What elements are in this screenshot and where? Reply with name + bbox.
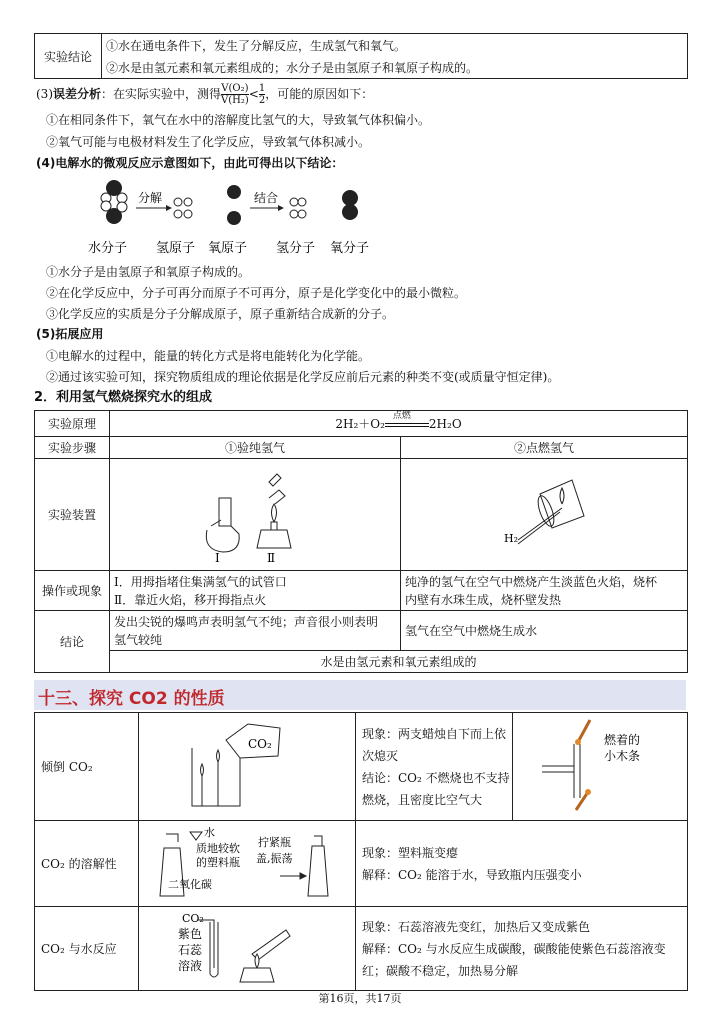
hydrogen-table — [34, 410, 688, 673]
oxygen-molecule-icon — [342, 190, 358, 220]
hydrogen-section-title: 2．利用氢气燃烧探究水的组成 — [34, 390, 213, 405]
co2-row-3-label: CO₂ 与水反应 — [35, 907, 139, 991]
side-label-2: 小木条 — [604, 749, 641, 763]
extension-item-2: ②通过该实验可知，探究物质组成的理论依据是化学反应前后元素的种类不变(或质量守恒定律)。 — [46, 370, 560, 384]
hydrogen-molecules-icon — [290, 198, 306, 218]
co2-section-title: 十三、探究 CO2 的性质 — [38, 689, 225, 709]
pour-co2-figure — [140, 714, 354, 816]
principle-equation: 2H₂＋O₂ 点燃 2H₂O — [110, 411, 688, 437]
burning-hydrogen-figure — [402, 460, 686, 566]
co2-section-header — [34, 680, 686, 710]
device-burning — [401, 459, 688, 571]
less-than: < — [248, 87, 259, 101]
label-oxygen-molecule: 氧分子 — [330, 241, 370, 256]
purity-test-figure — [111, 460, 399, 566]
steps-label: 实验步骤 — [35, 437, 110, 459]
principle-label: 实验原理 — [35, 411, 110, 437]
arrow-label-1: 分解 — [138, 191, 163, 205]
conclusion-item-1: ①水在通电条件下，发生了分解反应，生成氢气和氧气。 — [102, 34, 688, 57]
label-solution: 溶液 — [177, 959, 202, 973]
one-half: $\frac{1}{2}$ — [258, 83, 266, 106]
error-text-before: ：在实际实验中，测得 — [101, 87, 222, 101]
error-head: 误差分析 — [53, 87, 102, 101]
co2-row-1-side-figure — [513, 713, 688, 821]
alcohol-lamp-icon — [257, 474, 291, 548]
extension-heading: (5)拓展应用 — [36, 327, 104, 341]
wooden-stick-icon — [576, 720, 590, 810]
label-shake: 盖,振荡 — [255, 852, 293, 865]
volume-ratio: $\frac{\text{V(O₂)}}{\text{V(H₂)}}$ — [221, 83, 249, 106]
label-litmus: 石蕊 — [177, 943, 202, 957]
co2-water-reaction-figure — [140, 908, 354, 986]
pour-co2-text: CO₂ — [247, 737, 272, 751]
equals-arrow: 点燃 — [385, 420, 429, 430]
error-text-after: ，可能的原因如下： — [265, 87, 374, 101]
label-tighten: 拧紧瓶 — [257, 836, 291, 849]
test-tube-hand-icon — [206, 498, 239, 552]
co2-row-1-label: 倾倒 CO₂ — [35, 713, 139, 821]
label-co2-gas: CO₂ — [181, 912, 204, 925]
device-mark-2: Ⅱ — [267, 551, 276, 565]
hydrogen-conclusion-right: 氢气在空气中燃烧生成水 — [401, 611, 688, 651]
label-co2: 二氧化碳 — [167, 878, 212, 891]
error-prefix: (3) — [36, 87, 53, 101]
arrow-label-2: 结合 — [254, 191, 279, 205]
step-1: ①验纯氢气 — [110, 437, 401, 459]
label-hydrogen-atom: 氢原子 — [156, 241, 196, 256]
hydrogen-conclusion-label: 结论 — [35, 611, 110, 673]
co2-row-2-figure — [138, 821, 355, 907]
co2-row-2-label: CO₂ 的溶解性 — [35, 821, 139, 907]
operation-label: 操作或现象 — [35, 571, 110, 611]
label-plastic-bottle: 的塑料瓶 — [195, 856, 240, 869]
label-oxygen-atom: 氧原子 — [208, 241, 248, 256]
label-water: 水 — [203, 826, 215, 839]
side-label-1: 燃着的 — [604, 733, 641, 747]
error-reason-2: ②氧气可能与电极材料发生了化学反应，导致氧气体积减小。 — [46, 135, 371, 149]
operation-left: Ⅰ．用拇指堵住集满氢气的试管口 Ⅱ．靠近火焰，移开拇指点火 — [110, 571, 401, 611]
co2-table — [34, 712, 688, 991]
t-tube-icon — [542, 744, 580, 798]
flame-icon — [585, 789, 591, 795]
co2-row-3-figure — [138, 907, 355, 991]
co2-row-3-text: 现象：石蕊溶液先变红，加热后又变成紫色 解释：CO₂ 与水反应生成碳酸，碳酸能使紫色石蕊溶液变 红；碳酸不稳定，加热易分解 — [355, 907, 687, 991]
operation-right: 纯净的氢气在空气中燃烧产生淡蓝色火焰，烧杯 内壁有水珠生成，烧杯壁发热 — [401, 571, 688, 611]
heating-tube-icon — [240, 930, 290, 982]
label-hydrogen-molecule: 氢分子 — [276, 241, 316, 256]
conclusion-label: 实验结论 — [35, 34, 102, 79]
h2-label: H₂ — [504, 532, 519, 545]
conclusion-table — [34, 33, 688, 79]
error-reason-1: ①在相同条件下，氧气在水中的溶解度比氢气的大，导致氧气体积偏小。 — [46, 113, 431, 127]
micro-conclusion-1: ①水分子是由氢原子和氧原子构成的。 — [46, 265, 251, 279]
hydrogen-conclusion-left: 发出尖锐的爆鸣声表明氢气不纯；声音很小则表明 氢气较纯 — [110, 611, 401, 651]
hydrogen-final-conclusion: 水是由氢元素和氧元素组成的 — [110, 651, 688, 673]
device-label: 实验装置 — [35, 459, 110, 571]
beaker-over-flame-icon — [518, 480, 584, 544]
co2-row-1-text: 现象：两支蜡烛自下而上依 次熄灭 结论：CO₂ 不燃烧也不支持 燃烧，且密度比空气大 — [355, 713, 512, 821]
extension-item-1: ①电解水的过程中，能量的转化方式是将电能转化为化学能。 — [46, 349, 371, 363]
co2-row-1-figure — [138, 713, 355, 821]
hydrogen-atoms-icon — [174, 198, 192, 218]
label-purple: 紫色 — [177, 927, 202, 941]
label-soft: 质地较软 — [195, 842, 240, 855]
device-mark-1: Ⅰ — [215, 551, 220, 565]
solubility-figure — [140, 822, 354, 902]
page-footer: 第16页，共17页 — [318, 992, 402, 1005]
label-water-molecule: 水分子 — [88, 241, 128, 256]
flame-icon — [575, 739, 581, 745]
oxygen-atoms-icon — [227, 185, 241, 225]
micro-heading: (4)电解水的微观反应示意图如下，由此可得出以下结论： — [36, 156, 344, 170]
conclusion-item-2: ②水是由氢元素和氧元素组成的；水分子是由氢原子和氧原子构成的。 — [102, 56, 688, 79]
micro-conclusion-3: ③化学反应的实质是分子分解成原子，原子重新结合成新的分子。 — [46, 307, 395, 321]
electrolysis-micro-diagram — [80, 178, 400, 260]
step-2: ②点燃氢气 — [401, 437, 688, 459]
error-analysis-line — [36, 83, 373, 106]
device-purity-test — [110, 459, 401, 571]
co2-row-2-text: 现象：塑料瓶变瘪 解释：CO₂ 能溶于水，导致瓶内压强变小 — [355, 821, 687, 907]
water-molecule-icon — [101, 180, 127, 224]
burning-stick-figure — [514, 714, 686, 816]
micro-conclusion-2: ②在化学反应中，分子可再分而原子不可再分，原子是化学变化中的最小微粒。 — [46, 286, 467, 300]
